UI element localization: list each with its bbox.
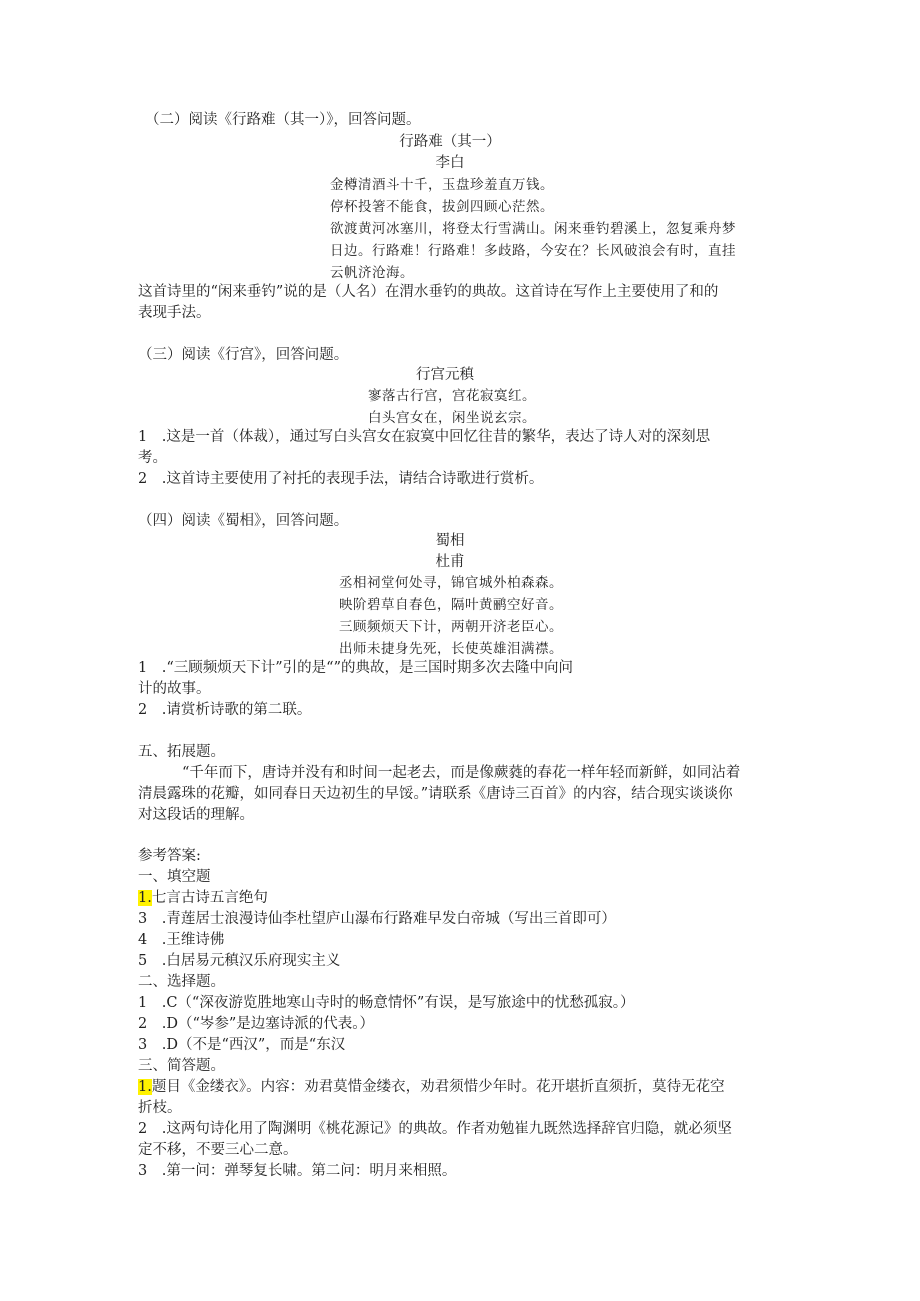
poem-title: 行宫元稹 (416, 367, 474, 383)
poem-line: 日边。行路难！行路难！多歧路，今安在？长风破浪会有时，直挂 (330, 243, 736, 259)
paragraph-line: “千年而下，唐诗并没有和时间一起老去，而是像蕨蕤的春花一样年轻而新鲜，如同沾着 (182, 765, 741, 781)
section-3-heading: （三）阅读《行宫》，回答问题。 (138, 347, 349, 363)
answer-text: 题目《金缕衣》。内容：劝君莫惜金缕衣，劝君须惜少年时。花开堪折直须折，莫待无花空 (151, 1079, 725, 1095)
answer-item (138, 1076, 725, 1098)
poem-line: 寥落古行宫，宫花寂寞红。 (368, 388, 536, 404)
answers-heading-3: 三、简答题。 (138, 1058, 225, 1074)
poem-title: 行路难（其一） (399, 134, 501, 150)
paragraph-line: 清晨露珠的花瓣，如同春日天边初生的早馁。”请联系《唐诗三百首》的内容，结合现实谈谈你 (138, 786, 733, 802)
paragraph-line: 对这段话的理解。 (138, 807, 254, 823)
question-text: 计的故事。 (138, 681, 211, 697)
poem-line: 映阶碧草自春色，隔叶黄鹂空好音。 (339, 597, 563, 613)
answer-item: 3 .青莲居士浪漫诗仙李杜望庐山瀑布行路难早发白帝城（写出三首即可） (138, 911, 616, 927)
poem-author: 李白 (435, 155, 465, 171)
section-4-heading: （四）阅读《蜀相》，回答问题。 (138, 513, 349, 529)
question-text: 1 .“三顾频烦天下计”引的是“”的典故，是三国时期多次去隆中向问 (138, 660, 573, 676)
answer-item: 3 .第一问：弹琴复长啸。第二问：明月来相照。 (138, 1163, 457, 1179)
question-text: 表现手法。 (138, 305, 211, 321)
answer-item: 折枝。 (138, 1100, 182, 1116)
answer-text: 七言古诗五言绝句 (151, 890, 268, 906)
answer-number-highlight: 1. (138, 1079, 152, 1095)
answer-item: 2 .D（“岑参”是边塞诗派的代表。） (138, 1016, 375, 1032)
poem-line: 白头宫女在，闲坐说玄宗。 (368, 410, 536, 426)
question-text: 1 .这是一首（体裁），通过写白头宫女在寂寞中回忆往昔的繁华，表达了诗人对的深刻思 (138, 429, 711, 445)
answers-heading-2: 二、选择题。 (138, 974, 225, 990)
poem-line: 三顾频烦天下计，两朝开济老臣心。 (339, 619, 563, 635)
poem-line: 金樽清酒斗十千，玉盘珍羞直万钱。 (330, 177, 554, 193)
question-text: 考。 (138, 450, 167, 466)
answer-item: 定不移，不要三心二意。 (138, 1142, 298, 1158)
section-5-heading: 五、拓展题。 (138, 744, 225, 760)
answer-item: 1 .C（“深夜游览胜地寒山寺时的畅意情怀”有误，是写旅途中的忧愁孤寂。） (138, 995, 635, 1011)
section-2-heading: （二）阅读《行路难（其一）》，回答问题。 (145, 112, 421, 128)
answer-item: 2 .这两句诗化用了陶渊明《桃花源记》的典故。作者劝勉崔九既然选择辞官归隐，就必须坚 (138, 1121, 732, 1137)
answer-item: 4 .王维诗佛 (138, 932, 225, 948)
poem-line: 云帆济沧海。 (330, 265, 414, 281)
answer-item (138, 887, 268, 909)
poem-title: 蜀相 (435, 533, 465, 549)
answer-number-highlight: 1. (138, 890, 152, 906)
question-text: 2 .请赏析诗歌的第二联。 (138, 702, 312, 718)
answers-heading-1: 一、填空题 (138, 869, 211, 885)
answer-item: 3 .D（不是“西汉”，而是“东汉 (138, 1037, 346, 1053)
poem-author: 杜甫 (435, 554, 465, 570)
poem-line: 出师未捷身先死，长使英雄泪满襟。 (339, 641, 563, 657)
poem-line: 停杯投箸不能食，拔剑四顾心茫然。 (330, 199, 554, 215)
answer-item: 5 .白居易元稹汉乐府现实主义 (138, 953, 341, 969)
answers-title: 参考答案: (138, 848, 201, 864)
poem-line: 丞相祠堂何处寻，锦官城外柏森森。 (339, 575, 563, 591)
question-text: 2 .这首诗主要使用了衬托的表现手法，请结合诗歌进行赏析。 (138, 471, 544, 487)
question-text: 这首诗里的“闲来垂钓”说的是（人名）在渭水垂钓的典故。这首诗在写作上主要使用了和的 (138, 284, 719, 300)
poem-line: 欲渡黄河冰塞川，将登太行雪满山。闲来垂钓碧溪上，忽复乘舟梦 (330, 221, 736, 237)
